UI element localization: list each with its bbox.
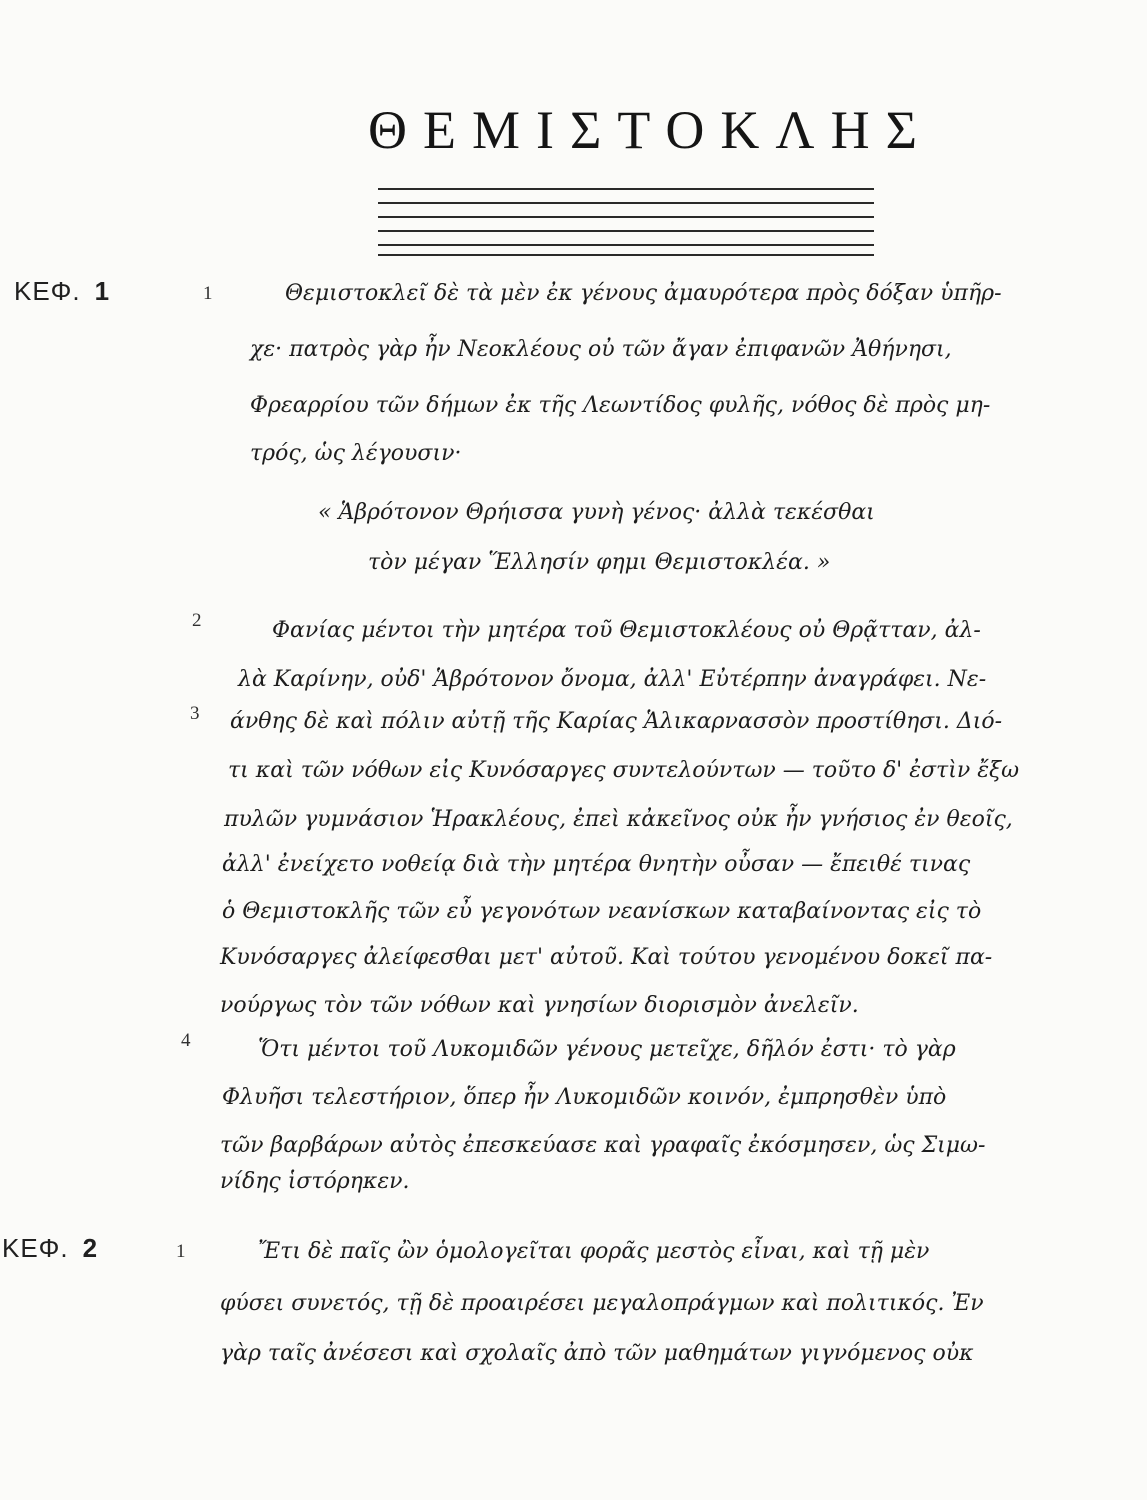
chapter-label-1 — [14, 276, 110, 307]
text-line: λὰ Καρίνην, οὐδ' Ἁβρότονον ὄνομα, ἀλλ' Εὐτέρπην ἀναγράφει. Νε- — [238, 667, 987, 692]
text-line: ἀλλ' ἐνείχετο νοθείᾳ διὰ τὴν μητέρα θνητὴν οὖσαν — ἔπειθέ τινας — [222, 852, 971, 877]
text-line: γὰρ ταῖς ἀνέσεσι καὶ σχολαῖς ἀπὸ τῶν μαθημάτων γιγνόμενος οὐκ — [220, 1341, 974, 1366]
text-line: Φλυῆσι τελεστήριον, ὅπερ ἦν Λυκομιδῶν κοινόν, ἐμπρησθὲν ὑπὸ — [222, 1085, 947, 1110]
rule-line — [378, 244, 874, 246]
section-number: 1 — [203, 283, 213, 304]
text-line: Κυνόσαργες ἀλείφεσθαι μετ' αὐτοῦ. Καὶ τούτου γενομένου δοκεῖ πα- — [220, 945, 993, 970]
section-number: 1 — [176, 1241, 186, 1262]
rule-line — [378, 230, 874, 232]
verse-line: τὸν μέγαν Ἕλλησίν φημι Θεμιστοκλέα. » — [368, 550, 831, 575]
section-number: 4 — [181, 1030, 191, 1051]
text-line: ὁ Θεμιστοκλῆς τῶν εὖ γεγονότων νεανίσκων καταβαίνοντας εἰς τὸ — [222, 899, 982, 924]
chapter-label-text: ΚΕΦ. — [14, 276, 81, 306]
text-line: πυλῶν γυμνάσιον Ἡρακλέους, ἐπεὶ κἀκεῖνος οὐκ ἦν γνήσιος ἐν θεοῖς, — [224, 807, 1013, 832]
text-line: Θεμιστοκλεῖ δὲ τὰ μὲν ἐκ γένους ἀμαυρότερα πρὸς δόξαν ὑπῆρ- — [285, 281, 1002, 306]
text-line: Ἔτι δὲ παῖς ὢν ὁμολογεῖται φορᾶς μεστὸς εἶναι, καὶ τῇ μὲν — [258, 1239, 930, 1264]
rule-line — [378, 254, 874, 256]
text-line: τι καὶ τῶν νόθων εἰς Κυνόσαργες συντελούντων — τοῦτο δ' ἐστὶν ἔξω — [228, 758, 1020, 783]
verse-line: « Ἁβρότονον Θρήισσα γυνὴ γένος· ἀλλὰ τεκέσθαι — [318, 500, 875, 525]
chapter-label-2 — [2, 1233, 98, 1264]
text-line: άνθης δὲ καὶ πόλιν αὐτῇ τῆς Καρίας Ἁλικαρνασσὸν προστίθησι. Διό- — [230, 709, 1003, 734]
text-line: νούργως τὸν τῶν νόθων καὶ γνησίων διορισμὸν ἀνελεῖν. — [220, 993, 859, 1018]
chapter-number: 2 — [82, 1233, 99, 1263]
rule-line — [378, 202, 874, 204]
chapter-label-text: ΚΕΦ. — [2, 1233, 69, 1263]
text-line: Φρεαρρίου τῶν δήμων ἐκ τῆς Λεωντίδος φυλῆς, νόθος δὲ πρὸς μη- — [250, 393, 991, 418]
title-rules — [378, 188, 874, 260]
text-line: Ὅτι μέντοι τοῦ Λυκομιδῶν γένους μετεῖχε, δῆλόν ἐστι· τὸ γὰρ — [258, 1037, 956, 1062]
text-line: τρός, ὡς λέγουσιν· — [250, 441, 462, 466]
section-number: 2 — [192, 610, 202, 631]
text-line: Φανίας μέντοι τὴν μητέρα τοῦ Θεμιστοκλέους οὐ Θρᾷτταν, ἀλ- — [272, 618, 981, 643]
text-line: νίδης ἱστόρηκεν. — [220, 1169, 410, 1194]
rule-line — [378, 188, 874, 190]
page-title: ΘΕΜΙΣΤΟΚΛΗΣ — [368, 100, 933, 160]
text-line: τῶν βαρβάρων αὐτὸς ἐπεσκεύασε καὶ γραφαῖς ἐκόσμησεν, ὡς Σιμω- — [220, 1133, 986, 1158]
section-number: 3 — [190, 703, 200, 724]
rule-line — [378, 216, 874, 218]
chapter-number: 1 — [94, 276, 111, 306]
text-line: χε· πατρὸς γὰρ ἦν Νεοκλέους οὐ τῶν ἄγαν ἐπιφανῶν Ἀθήνησι, — [250, 337, 952, 362]
text-line: φύσει συνετός, τῇ δὲ προαιρέσει μεγαλοπράγμων καὶ πολιτικός. Ἐν — [220, 1291, 984, 1316]
